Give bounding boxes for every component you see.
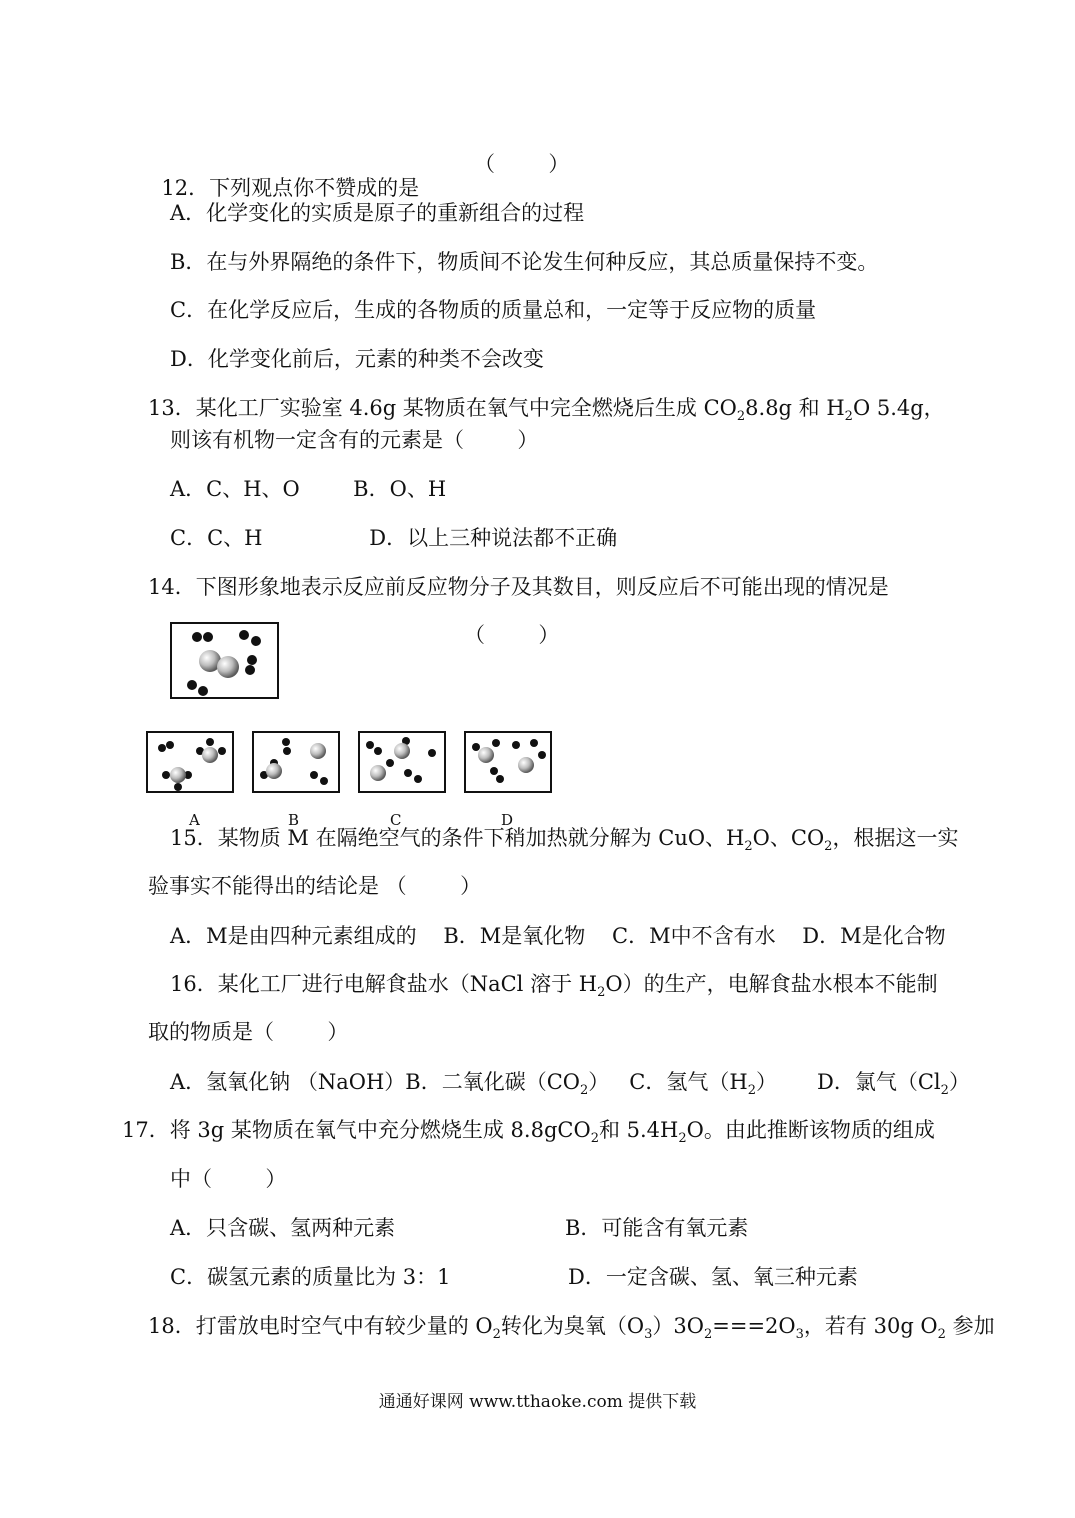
q12-option-b: B．在与外界隔绝的条件下，物质间不论发生何种反应，其总质量保持不变。 — [170, 250, 879, 274]
q17-stem-line1: 17．将 3g 某物质在氧气中充分燃烧生成 8.8gCO$_2$和 $5.4H_2O$。由此推断该物质的组成 — [122, 1118, 935, 1146]
option-d-illustration — [466, 733, 550, 791]
option-b-illustration — [254, 733, 338, 791]
q13-stem-line2: 则该有机物一定含有的元素是（ ） — [170, 428, 539, 452]
q12-option-d: D．化学变化前后，元素的种类不会改变 — [170, 347, 544, 371]
q13-stem-line1: 13．某化工厂实验室 4.6g 某物质在氧气中完全燃烧后生成 $CO_28.8g$ 和 $H_2O$ 5.4g， — [148, 396, 945, 424]
q16-options: A．氢氧化钠 （NaOH）B．二氧化碳$(CO_2)$ C．氢气$(H_2)$ D．氯气$(Cl_2)$ — [170, 1070, 970, 1098]
q17-stem-line2: 中（ ） — [170, 1167, 287, 1191]
reactant-molecules-diagram — [170, 622, 279, 699]
q12-option-c: C．在化学反应后，生成的各物质的质量总和，一定等于反应物的质量 — [170, 298, 817, 322]
q17-option-a: A．只含碳、氢两种元素 — [170, 1216, 396, 1240]
option-a-diagram — [146, 731, 234, 793]
q14-answer-paren: （ ） — [464, 623, 560, 647]
q15-stem-line2: 验事实不能得出的结论是 （ ） — [148, 874, 482, 898]
q15-stem-line1: 15．某物质 M 在隔绝空气的条件下稍加热就分解为 CuO、$H_2O$、$CO_2$，根据这一实 — [170, 826, 959, 854]
q16-stem-line1: 16．某化工厂进行电解食盐水（NaCl 溶于 $H_2O$）的生产，电解食盐水根本不能制 — [170, 972, 938, 1000]
option-c-illustration — [360, 733, 444, 791]
reactant-molecules-illustration — [172, 624, 277, 697]
option-a-label: A — [189, 811, 200, 829]
q14-stem: 14．下图形象地表示反应前反应物分子及其数目，则反应后不可能出现的情况是 — [148, 575, 889, 599]
q12-stem: 12．下列观点你不赞成的是 — [161, 176, 420, 200]
option-d-label: D — [501, 811, 514, 829]
q17-option-c: C．碳氢元素的质量比为 3：1 — [170, 1265, 451, 1289]
option-b-label: B — [288, 811, 300, 829]
q18-stem-line1: 18．打雷放电时空气中有较少量的 $O_2$转化为臭氧$(O_3)3O_2===2O_3$，若有 30g $O_2$ 参加 — [148, 1314, 995, 1342]
option-c-diagram — [358, 731, 446, 793]
q13-options-cd: C．C、H D．以上三种说法都不正确 — [170, 526, 618, 550]
q12-option-a: A．化学变化的实质是原子的重新组合的过程 — [170, 201, 585, 225]
option-b-diagram — [252, 731, 340, 793]
q17-option-b: B．可能含有氧元素 — [565, 1216, 749, 1240]
option-d-diagram — [464, 731, 552, 793]
q15-options: A．M是由四种元素组成的 B．M是氧化物 C．M中不含有水 D．M是化合物 — [170, 924, 946, 948]
option-a-illustration — [148, 733, 232, 791]
q13-options-ab: A．C、H、O B．O、H — [170, 477, 447, 501]
page-footer: 通通好课网 www.tthaoke.com 提供下载 — [378, 1392, 697, 1412]
option-c-label: C — [390, 811, 402, 829]
q17-option-d: D．一定含碳、氢、氧三种元素 — [568, 1265, 858, 1289]
q16-stem-line2: 取的物质是（ ） — [148, 1020, 349, 1044]
q12-answer-paren: （ ） — [474, 152, 570, 176]
